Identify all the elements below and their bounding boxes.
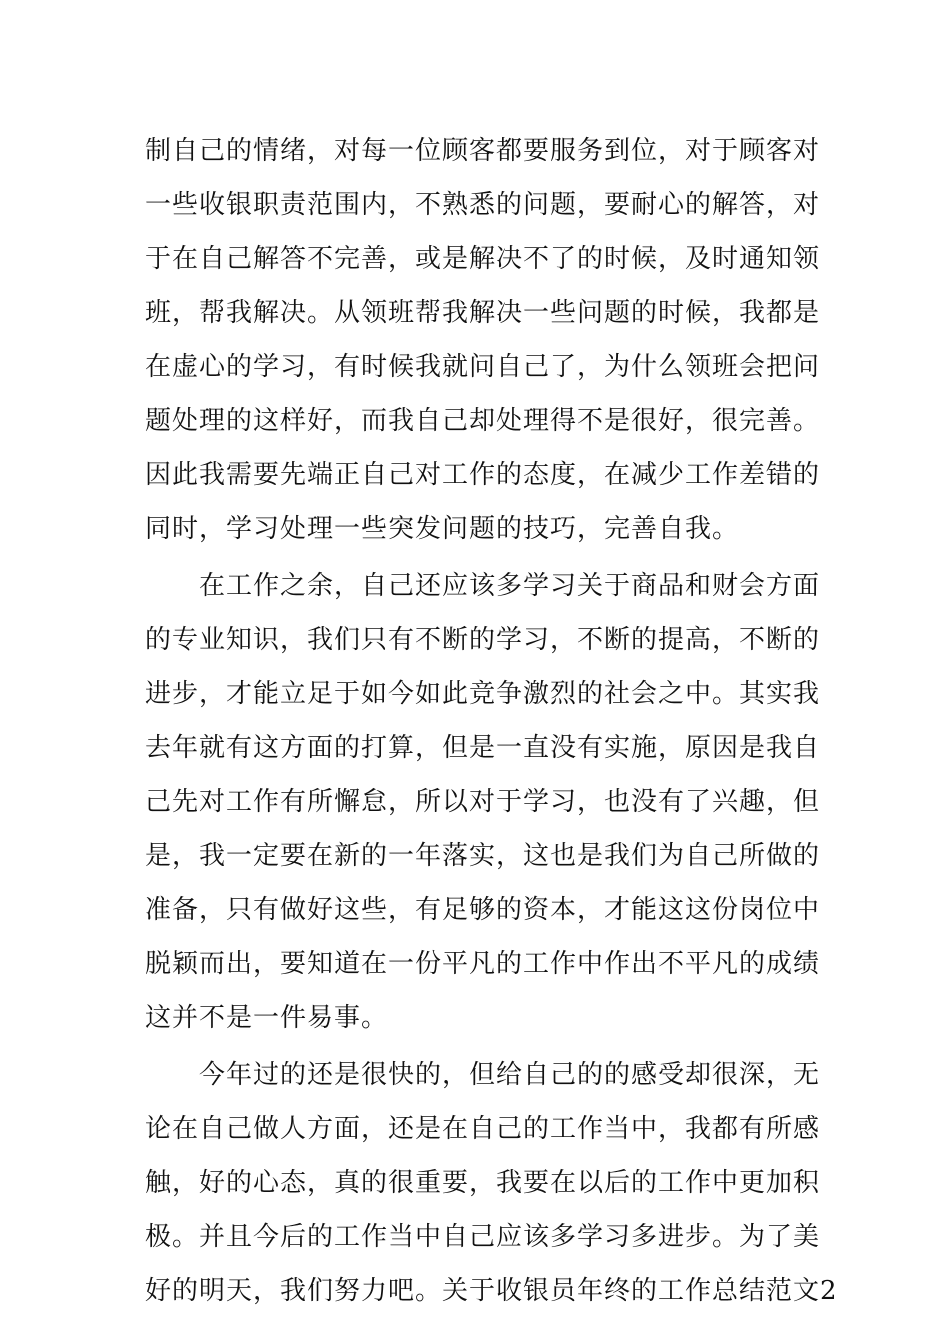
paragraph-1 bbox=[145, 124, 821, 556]
document-body bbox=[145, 124, 838, 1318]
text-line: 脱颖而出，要知道在一份平凡的工作中作出不平凡的成绩 bbox=[145, 949, 821, 979]
text-line: 一些收银职责范围内，不熟悉的问题，要耐心的解答，对 bbox=[145, 190, 821, 220]
text-line: 班，帮我解决。从领班帮我解决一些问题的时候，我都是 bbox=[145, 298, 821, 328]
text-line: 因此我需要先端正自己对工作的态度，在减少工作差错的 bbox=[145, 460, 821, 490]
text-line: 好的明天，我们努力吧。关于收银员年终的工作总结范文2 bbox=[145, 1276, 838, 1306]
text-line: 这并不是一件易事。 bbox=[145, 1003, 389, 1033]
paragraph-2 bbox=[145, 559, 821, 1045]
text-line: 准备，只有做好这些，有足够的资本，才能这这份岗位中 bbox=[145, 895, 821, 925]
text-line: 同时，学习处理一些突发问题的技巧，完善自我。 bbox=[145, 514, 740, 544]
paragraph-3 bbox=[145, 1048, 838, 1318]
text-line: 的专业知识，我们只有不断的学习，不断的提高，不断的 bbox=[145, 625, 821, 655]
text-line: 进步，才能立足于如今如此竞争激烈的社会之中。其实我 bbox=[145, 679, 821, 709]
text-line-indented: 今年过的还是很快的，但给自己的的感受却很深，无 bbox=[199, 1060, 821, 1090]
text-line-indented: 在工作之余，自己还应该多学习关于商品和财会方面 bbox=[199, 571, 821, 601]
text-line: 论在自己做人方面，还是在自己的工作当中，我都有所感 bbox=[145, 1114, 821, 1144]
text-line: 在虚心的学习，有时候我就问自己了，为什么领班会把问 bbox=[145, 352, 821, 382]
text-line: 于在自己解答不完善，或是解决不了的时候，及时通知领 bbox=[145, 244, 821, 274]
text-line: 去年就有这方面的打算，但是一直没有实施，原因是我自 bbox=[145, 733, 821, 763]
text-line: 极。并且今后的工作当中自己应该多学习多进步。为了美 bbox=[145, 1222, 821, 1252]
text-line: 制自己的情绪，对每一位顾客都要服务到位，对于顾客对 bbox=[145, 136, 821, 166]
text-line: 己先对工作有所懈怠，所以对于学习，也没有了兴趣，但 bbox=[145, 787, 821, 817]
text-line: 题处理的这样好，而我自己却处理得不是很好，很完善。 bbox=[145, 406, 821, 436]
text-line: 是，我一定要在新的一年落实，这也是我们为自己所做的 bbox=[145, 841, 821, 871]
text-line: 触，好的心态，真的很重要，我要在以后的工作中更加积 bbox=[145, 1168, 821, 1198]
